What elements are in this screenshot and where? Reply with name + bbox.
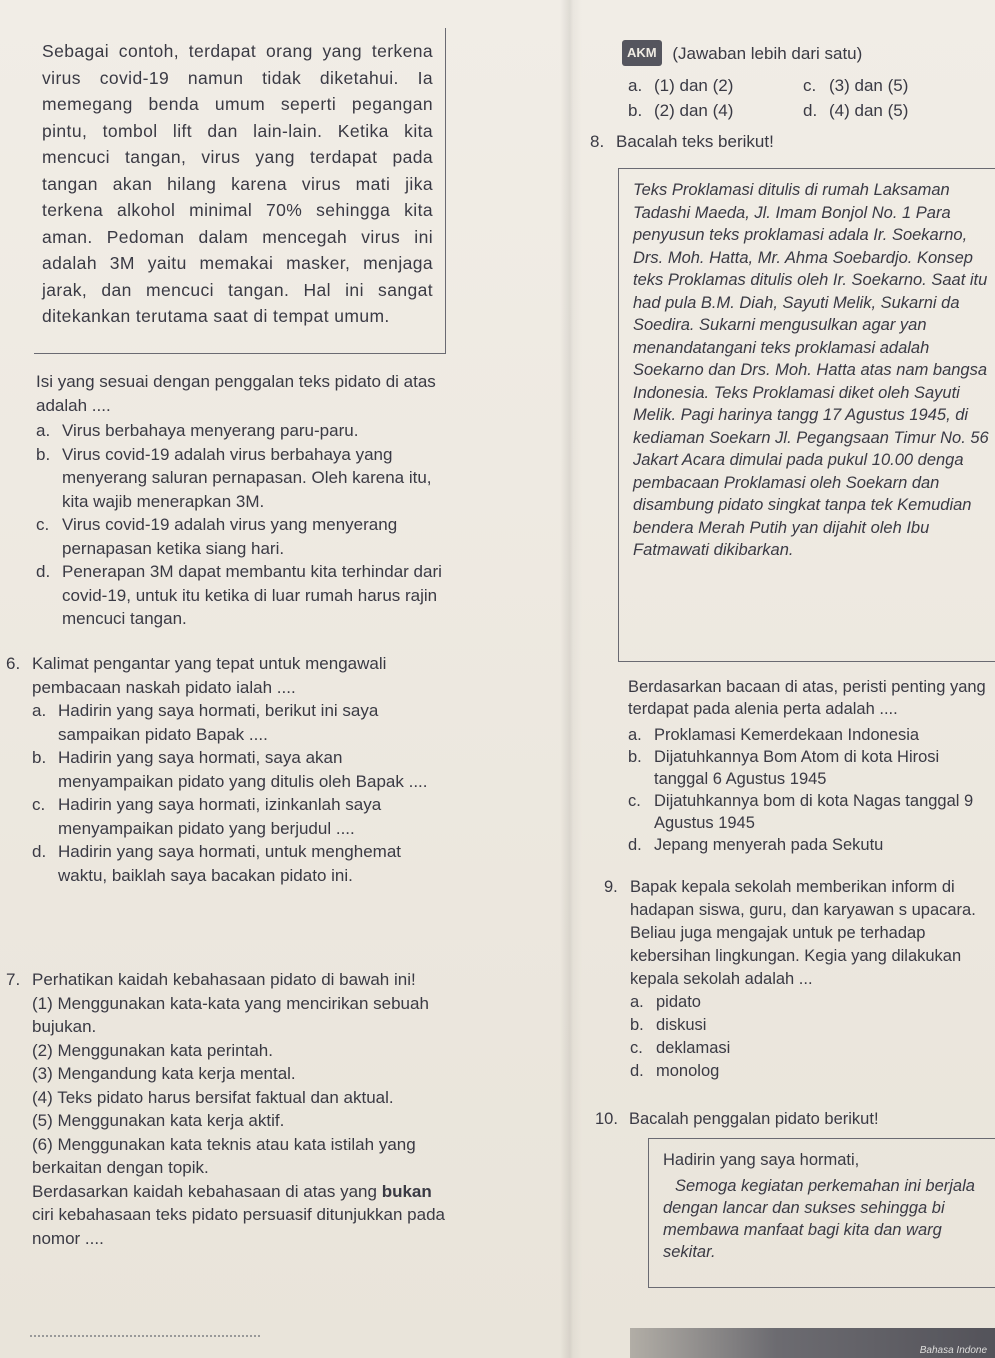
question-5 xyxy=(36,370,446,631)
question-10-stem: Bacalah penggalan pidato berikut! xyxy=(629,1110,879,1128)
question-10-number: 10. xyxy=(595,1110,618,1128)
q5-option-c[interactable]: c. Virus covid-19 adalah virus yang menyerang pernapasan ketika siang hari. xyxy=(36,515,398,558)
q7-closing: Berdasarkan kaidah kebahasaan di atas yang bukan ciri kebahasaan teks pidato persuasif ditunjukkan pada nomor .... xyxy=(32,1181,445,1248)
q9-option-c[interactable]: c. deklamasi xyxy=(630,1039,731,1057)
question-9-stem: Bapak kepala sekolah memberikan inform di hadapan siswa, guru, dan karyawan s upacara. Beliau juga mengajak untuk pe terhadap kebersihan lingkungan. Kegia yang dilakukan kepala sekolah adalah ... xyxy=(630,878,976,988)
speech-excerpt-box xyxy=(34,28,446,354)
q7-item-4: (4) Teks pidato harus bersifat faktual dan aktual. xyxy=(32,1087,394,1107)
q7-closing-emphasis: bukan xyxy=(381,1181,432,1201)
book-fold xyxy=(560,0,582,1358)
question-8-prompt: Berdasarkan bacaan di atas, peristi penting yang terdapat pada alenia perta adalah .... xyxy=(628,678,986,718)
q6-option-c[interactable]: c. Hadirin yang saya hormati, izinkanlah saya menyampaikan pidato yang berjudul .... xyxy=(32,795,382,838)
question-6-stem: Kalimat pengantar yang tepat untuk mengawali pembacaan naskah pidato ialah .... xyxy=(32,654,387,697)
footer-decoration xyxy=(630,1328,995,1358)
question-7 xyxy=(6,968,446,1250)
question-5-stem: Isi yang sesuai dengan penggalan teks pidato di atas adalah .... xyxy=(36,372,436,415)
page-edge-mark xyxy=(30,1335,260,1353)
q7-item-1: (1) Menggunakan kata-kata yang mencirikan sebuah bujukan. xyxy=(32,993,429,1036)
question-9-number: 9. xyxy=(604,878,618,896)
q5-option-d[interactable]: d. Penerapan 3M dapat membantu kita terhindar dari covid-19, untuk itu ketika di luar rumah harus rajin mencuci tangan. xyxy=(36,562,442,628)
q7-option-c[interactable]: c. (3) dan (5) xyxy=(803,75,909,95)
q7-item-3: (3) Mengandung kata kerja mental. xyxy=(32,1064,296,1083)
akm-note: (Jawaban lebih dari satu) xyxy=(672,44,863,63)
q6-option-a[interactable]: a. Hadirin yang saya hormati, berikut ini saya sampaikan pidato Bapak .... xyxy=(32,701,379,744)
q6-option-b[interactable]: b. Hadirin yang saya hormati, saya akan menyampaikan pidato yang ditulis oleh Bapak .... xyxy=(32,748,428,791)
q7-option-a[interactable]: a. (1) dan (2) xyxy=(628,75,734,95)
akm-badge: AKM xyxy=(622,40,662,66)
question-8-header xyxy=(590,130,990,154)
speech-excerpt-text: Sebagai contoh, terdapat orang yang terkena virus covid-19 namun tidak diketahui. Ia memegang benda umum seperti pegangan pintu, tombol lift dan lain-lain. Ketika kita mencuci tangan, virus yang terdapat pada tangan akan hilang karena virus mati jika terkena alkohol minimal 70% sehingga kita aman. Pedoman dalam mencegah virus ini adalah 3M yaitu memakai masker, menjaga jarak, dan mencuci tangan. Hal ini sangat ditekankan terutama saat di tempat umum. xyxy=(42,41,433,326)
question-7-stem: Perhatikan kaidah kebahasaan pidato di bawah ini! xyxy=(32,970,416,989)
proclamation-text: Teks Proklamasi ditulis di rumah Laksaman Tadashi Maeda, Jl. Imam Bonjol No. 1 Para penyusun teks proklamasi adala Ir. Soekarno, Drs. Moh. Hatta, Mr. Ahma Soebardjo. Konsep teks Proklamas ditulis oleh Ir. Soekarno. Saat itu had pula B.M. Diah, Sayuti Melik, Sukarni da Soedira. Sukarni mengusulkan agar yan menandatangani teks proklamasi adalah Soekarno dan Drs. Moh. Hatta atas nam bangsa Indonesia. Teks Proklamasi diket oleh Sayuti Melik. Pagi harinya tangg 17 Agustus 1945, di kediaman Soekarn Jl. Pegangsaan Timur No. 56 Jakart Acara dimulai pada pukul 10.00 denga pembacaan Proklamasi oleh Soekarn dan disambung pidato singkat tanpa tek Kemudian bendera Merah Putih yan dijahit oleh Ibu Fatmawati dikibarkan. xyxy=(633,181,989,559)
question-10-header xyxy=(595,1108,995,1132)
question-8-number: 8. xyxy=(590,132,605,151)
q5-option-b[interactable]: b. Virus covid-19 adalah virus berbahaya yang menyerang saluran pernapasan. Oleh karena itu, kita wajib menerapkan 3M. xyxy=(36,444,432,511)
question-9 xyxy=(604,876,995,1083)
speech-fragment-body: Semoga kegiatan perkemahan ini berjala dengan lancar dan sukses sehingga bi membawa manfaat bagi kita dan warg sekitar. xyxy=(663,1177,975,1261)
q9-option-d[interactable]: d. monolog xyxy=(630,1062,720,1080)
q7-option-b[interactable]: b. (2) dan (4) xyxy=(628,101,734,120)
q8-option-c[interactable]: c. Dijatuhkannya bom di kota Nagas tanggal 9 Agustus 1945 xyxy=(628,792,974,832)
q7-item-2: (2) Menggunakan kata perintah. xyxy=(32,1040,273,1060)
q9-option-a[interactable]: a. pidato xyxy=(630,993,701,1011)
q8-option-a[interactable]: a. Proklamasi Kemerdekaan Indonesia xyxy=(628,726,920,744)
question-8-stem: Bacalah teks berikut! xyxy=(616,132,774,151)
q7-item-6: (6) Menggunakan kata teknis atau kata istilah yang berkaitan dengan topik. xyxy=(32,1134,416,1177)
question-6 xyxy=(6,652,446,887)
q7-answer-options xyxy=(622,40,992,123)
proclamation-text-box xyxy=(618,168,995,662)
speech-fragment-greeting: Hadirin yang saya hormati, xyxy=(663,1151,860,1169)
question-6-number: 6. xyxy=(6,654,21,673)
q8-option-b[interactable]: b. Dijatuhkannya Bom Atom di kota Hirosi tanggal 6 Agustus 1945 xyxy=(628,748,940,788)
q9-option-b[interactable]: b. diskusi xyxy=(630,1016,707,1034)
question-8-body xyxy=(628,676,995,856)
q5-option-a[interactable]: a. Virus berbahaya menyerang paru-paru. xyxy=(36,421,359,440)
q7-option-d[interactable]: d. (4) dan (5) xyxy=(803,101,909,120)
question-7-number: 7. xyxy=(6,970,21,989)
speech-fragment-box xyxy=(648,1138,995,1288)
q8-option-d[interactable]: d. Jepang menyerah pada Sekutu xyxy=(628,836,884,854)
q7-item-5: (5) Menggunakan kata kerja aktif. xyxy=(32,1111,285,1130)
q6-option-d[interactable]: d. Hadirin yang saya hormati, untuk menghemat waktu, baiklah saya bacakan pidato ini. xyxy=(32,842,402,885)
footer-label: Bahasa Indone xyxy=(919,1345,987,1356)
